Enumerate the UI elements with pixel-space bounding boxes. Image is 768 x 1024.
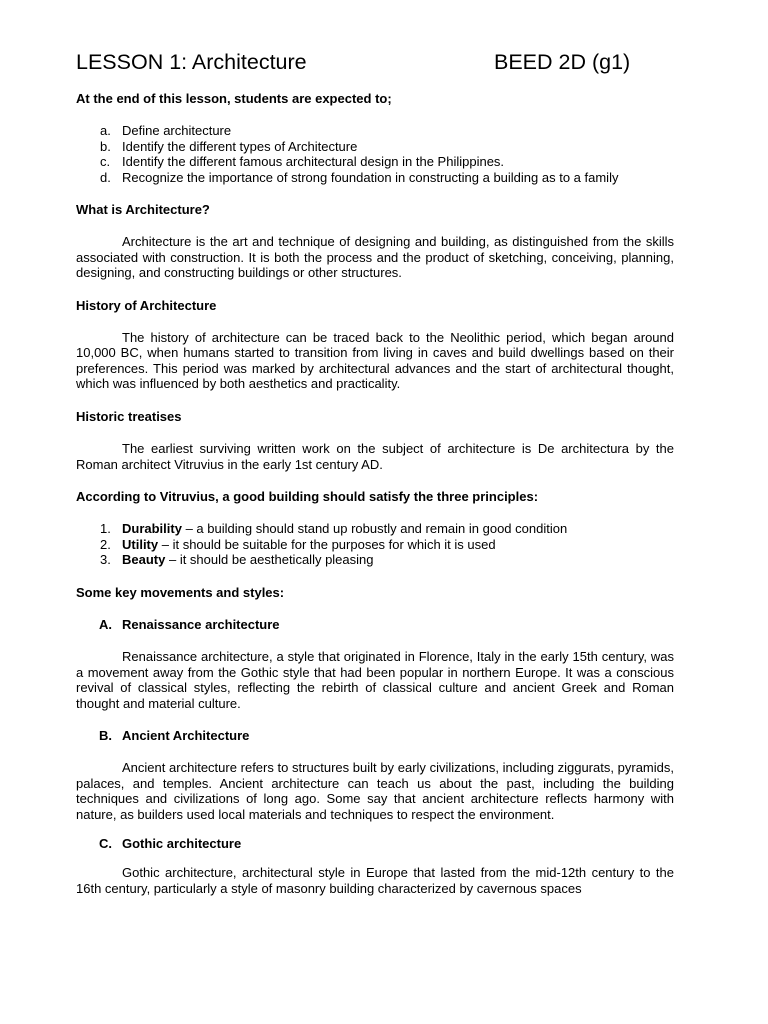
paragraph-history: The history of architecture can be traced back to the Neolithic period, which began around 10,000 BC, when humans started to transition from living in caves and build dwellings based on their preferences. This period was marked by architectural advances and the start of architectural thought, which was influenced by both aesthetics and practicality. xyxy=(76,330,674,392)
list-item xyxy=(76,552,674,567)
list-item xyxy=(76,139,674,154)
subsection-heading-gothic xyxy=(76,836,674,851)
list-item xyxy=(76,521,674,536)
section-heading-history: History of Architecture xyxy=(76,297,217,313)
list-marker: 1. xyxy=(100,521,111,537)
list-marker: 3. xyxy=(100,552,111,568)
principles-list xyxy=(76,521,674,567)
principle-term: Utility xyxy=(122,536,159,552)
objectives-list xyxy=(76,123,674,185)
section-heading-treatises: Historic treatises xyxy=(76,408,182,424)
list-item xyxy=(76,154,674,169)
principle-term: Beauty xyxy=(122,552,166,568)
section-heading-what-is: What is Architecture? xyxy=(76,202,210,218)
subsection-heading-ancient xyxy=(76,728,674,743)
list-item-text: Identify the different famous architectural design in the Philippines. xyxy=(122,154,505,170)
principle-text: – a building should stand up robustly and remain in good condition xyxy=(181,521,568,537)
subsection-title: Renaissance architecture xyxy=(122,616,280,632)
principle-text: – it should be suitable for the purposes for which it is used xyxy=(158,536,496,552)
paragraph-what-is: Architecture is the art and technique of designing and building, as distinguished from the skills associated with construction. It is both the process and the product of sketching, conceiving, planning, designing, and constructing buildings or other structures. xyxy=(76,234,674,281)
section-heading-principles: According to Vitruvius, a good building should satisfy the three principles: xyxy=(76,488,539,504)
list-marker: c. xyxy=(100,154,111,170)
subsection-title: Gothic architecture xyxy=(122,836,242,851)
paragraph-treatises: The earliest surviving written work on the subject of architecture is De architectura by the Roman architect Vitruvius in the early 1st century AD. xyxy=(76,441,674,472)
subsection-marker: B. xyxy=(99,727,112,743)
objectives-intro: At the end of this lesson, students are expected to; xyxy=(76,91,392,106)
section-heading-movements: Some key movements and styles: xyxy=(76,584,285,600)
list-item-text: Recognize the importance of strong foundation in constructing a building as to a family xyxy=(122,169,619,185)
class-code: BEED 2D (g1) xyxy=(494,50,631,74)
list-item xyxy=(76,170,674,185)
list-marker: a. xyxy=(100,123,111,139)
subsection-heading-renaissance xyxy=(76,617,674,632)
paragraph-renaissance: Renaissance architecture, a style that originated in Florence, Italy in the early 15th century, was a movement away from the Gothic style that had been popular in northern Europe. It was a conscious revival of classical styles, reflecting the rebirth of classical culture and ancient Greek and Roman thought and material culture. xyxy=(76,649,674,711)
list-item xyxy=(76,537,674,552)
document-page xyxy=(76,48,674,896)
principle-term: Durability xyxy=(122,521,182,537)
list-marker: b. xyxy=(100,138,111,154)
list-marker: 2. xyxy=(100,536,111,552)
list-item-text: Define architecture xyxy=(122,123,232,139)
subsection-marker: C. xyxy=(99,836,112,851)
subsection-title: Ancient Architecture xyxy=(122,727,250,743)
list-marker: d. xyxy=(100,169,111,185)
list-item xyxy=(76,123,674,138)
paragraph-ancient: Ancient architecture refers to structures built by early civilizations, including ziggurats, pyramids, palaces, and temples. Ancient architecture can teach us about the past, including the building techniques and civilizations of long ago. Some say that ancient architecture reflects harmony with nature, as builders used local materials and techniques to respect the environment. xyxy=(76,760,674,822)
subsection-marker: A. xyxy=(99,616,112,632)
lesson-title: LESSON 1: Architecture xyxy=(76,50,307,74)
title-row xyxy=(76,48,674,76)
list-item-text: Identify the different types of Architecture xyxy=(122,138,358,154)
paragraph-gothic: Gothic architecture, architectural style in Europe that lasted from the mid-12th century to the 16th century, particularly a style of masonry building characterized by cavernous spaces xyxy=(76,865,674,896)
principle-text: – it should be aesthetically pleasing xyxy=(165,552,374,568)
